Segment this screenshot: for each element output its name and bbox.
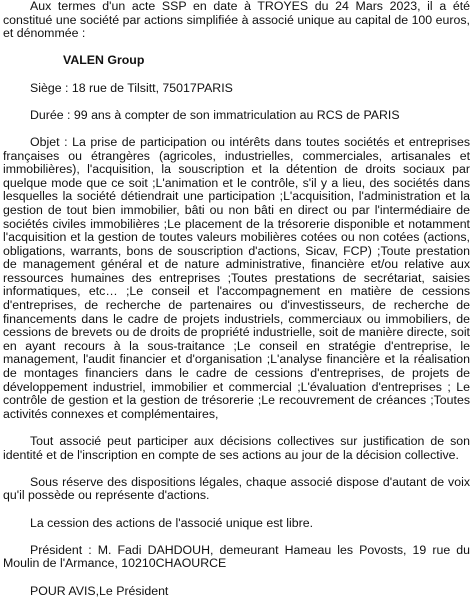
participation-paragraph: Tout associé peut participer aux décisions collectives sur justification de son identité et de l'inscription en compte de ses actions au jour de la décision collective. [3,434,470,462]
company-name: VALEN Group [63,53,145,68]
objet-paragraph: Objet : La prise de participation ou intérêts dans toutes sociétés et entreprises françaises ou étrangères (agricoles, industrielles, commerciales, artisanales et immobilières), l'acquisition, la souscription et la détention de droits sociaux par quelque mode que ce soit ;L'animation et le contrôle, s'il y a lieu, des sociétés dans lesquelles la société détiendrait une participation ;L'acquisition, l'administration et la gestion de tout bien immobilier, bâti ou non bâti en direct ou par l'intermédiaire de sociétés civiles immobilières ;Le placement de la trésorerie disponible et notamment l'acquisition et la gestion de toutes valeurs mobilières cotées ou non cotées (actions, obligations, warrants, bons de souscription d'actions, Sicav, FCP) ;Toute prestation de management général et de nature administrative, financière et/ou relative aux ressources humaines des entreprises ;Toutes prestations de secrétariat, saisies informatiques, etc… ;Le conseil et l'accompagnement en matière de cessions d'entreprises, de recherche de partenaires ou d'investisseurs, de recherche de financements dans le cadre de projets industriels, commerciaux ou immobiliers, de cessions de brevets ou de droits de propriété industrielle, soit de manière directe, soit en ayant recours à la sous-traitance ;Le conseil en stratégie d'entreprise, le management, l'audit financier et d'organisation ;L'analyse financière et la réalisation de montages financiers dans le cadre de cessions d'entreprises, de projets de développement industriel, immobilier et commercial ;L'évaluation d'entreprises ; Le contrôle de gestion et la gestion de trésorerie ;Le recouvrement de créances ;Toutes activités connexes et complémentaires, [3,134,470,421]
siege-paragraph: Siège : 18 rue de Tilsitt, 75017PARIS [30,80,233,95]
closing-line: POUR AVIS,Le Président [30,583,169,598]
cession-paragraph: La cession des actions de l'associé unique est libre. [30,515,314,530]
duree-paragraph: Durée : 99 ans à compter de son immatriculation au RCS de PARIS [30,107,400,122]
president-paragraph: Président : M. Fadi DAHDOUH, demeurant Hameau les Povosts, 19 rue du Moulin de l'Armance, 10210CHAOURCE [3,542,470,571]
intro-paragraph: Aux termes d'un acte SSP en date à TROYES du 24 Mars 2023, il a été constitué une société par actions simplifiée à associé unique au capital de 100 euros, et dénommée : [3,0,470,41]
legal-notice [3,0,470,598]
voting-paragraph: Sous réserve des dispositions légales, chaque associé dispose d'autant de voix qu'il possède ou représente d'actions. [3,474,470,503]
